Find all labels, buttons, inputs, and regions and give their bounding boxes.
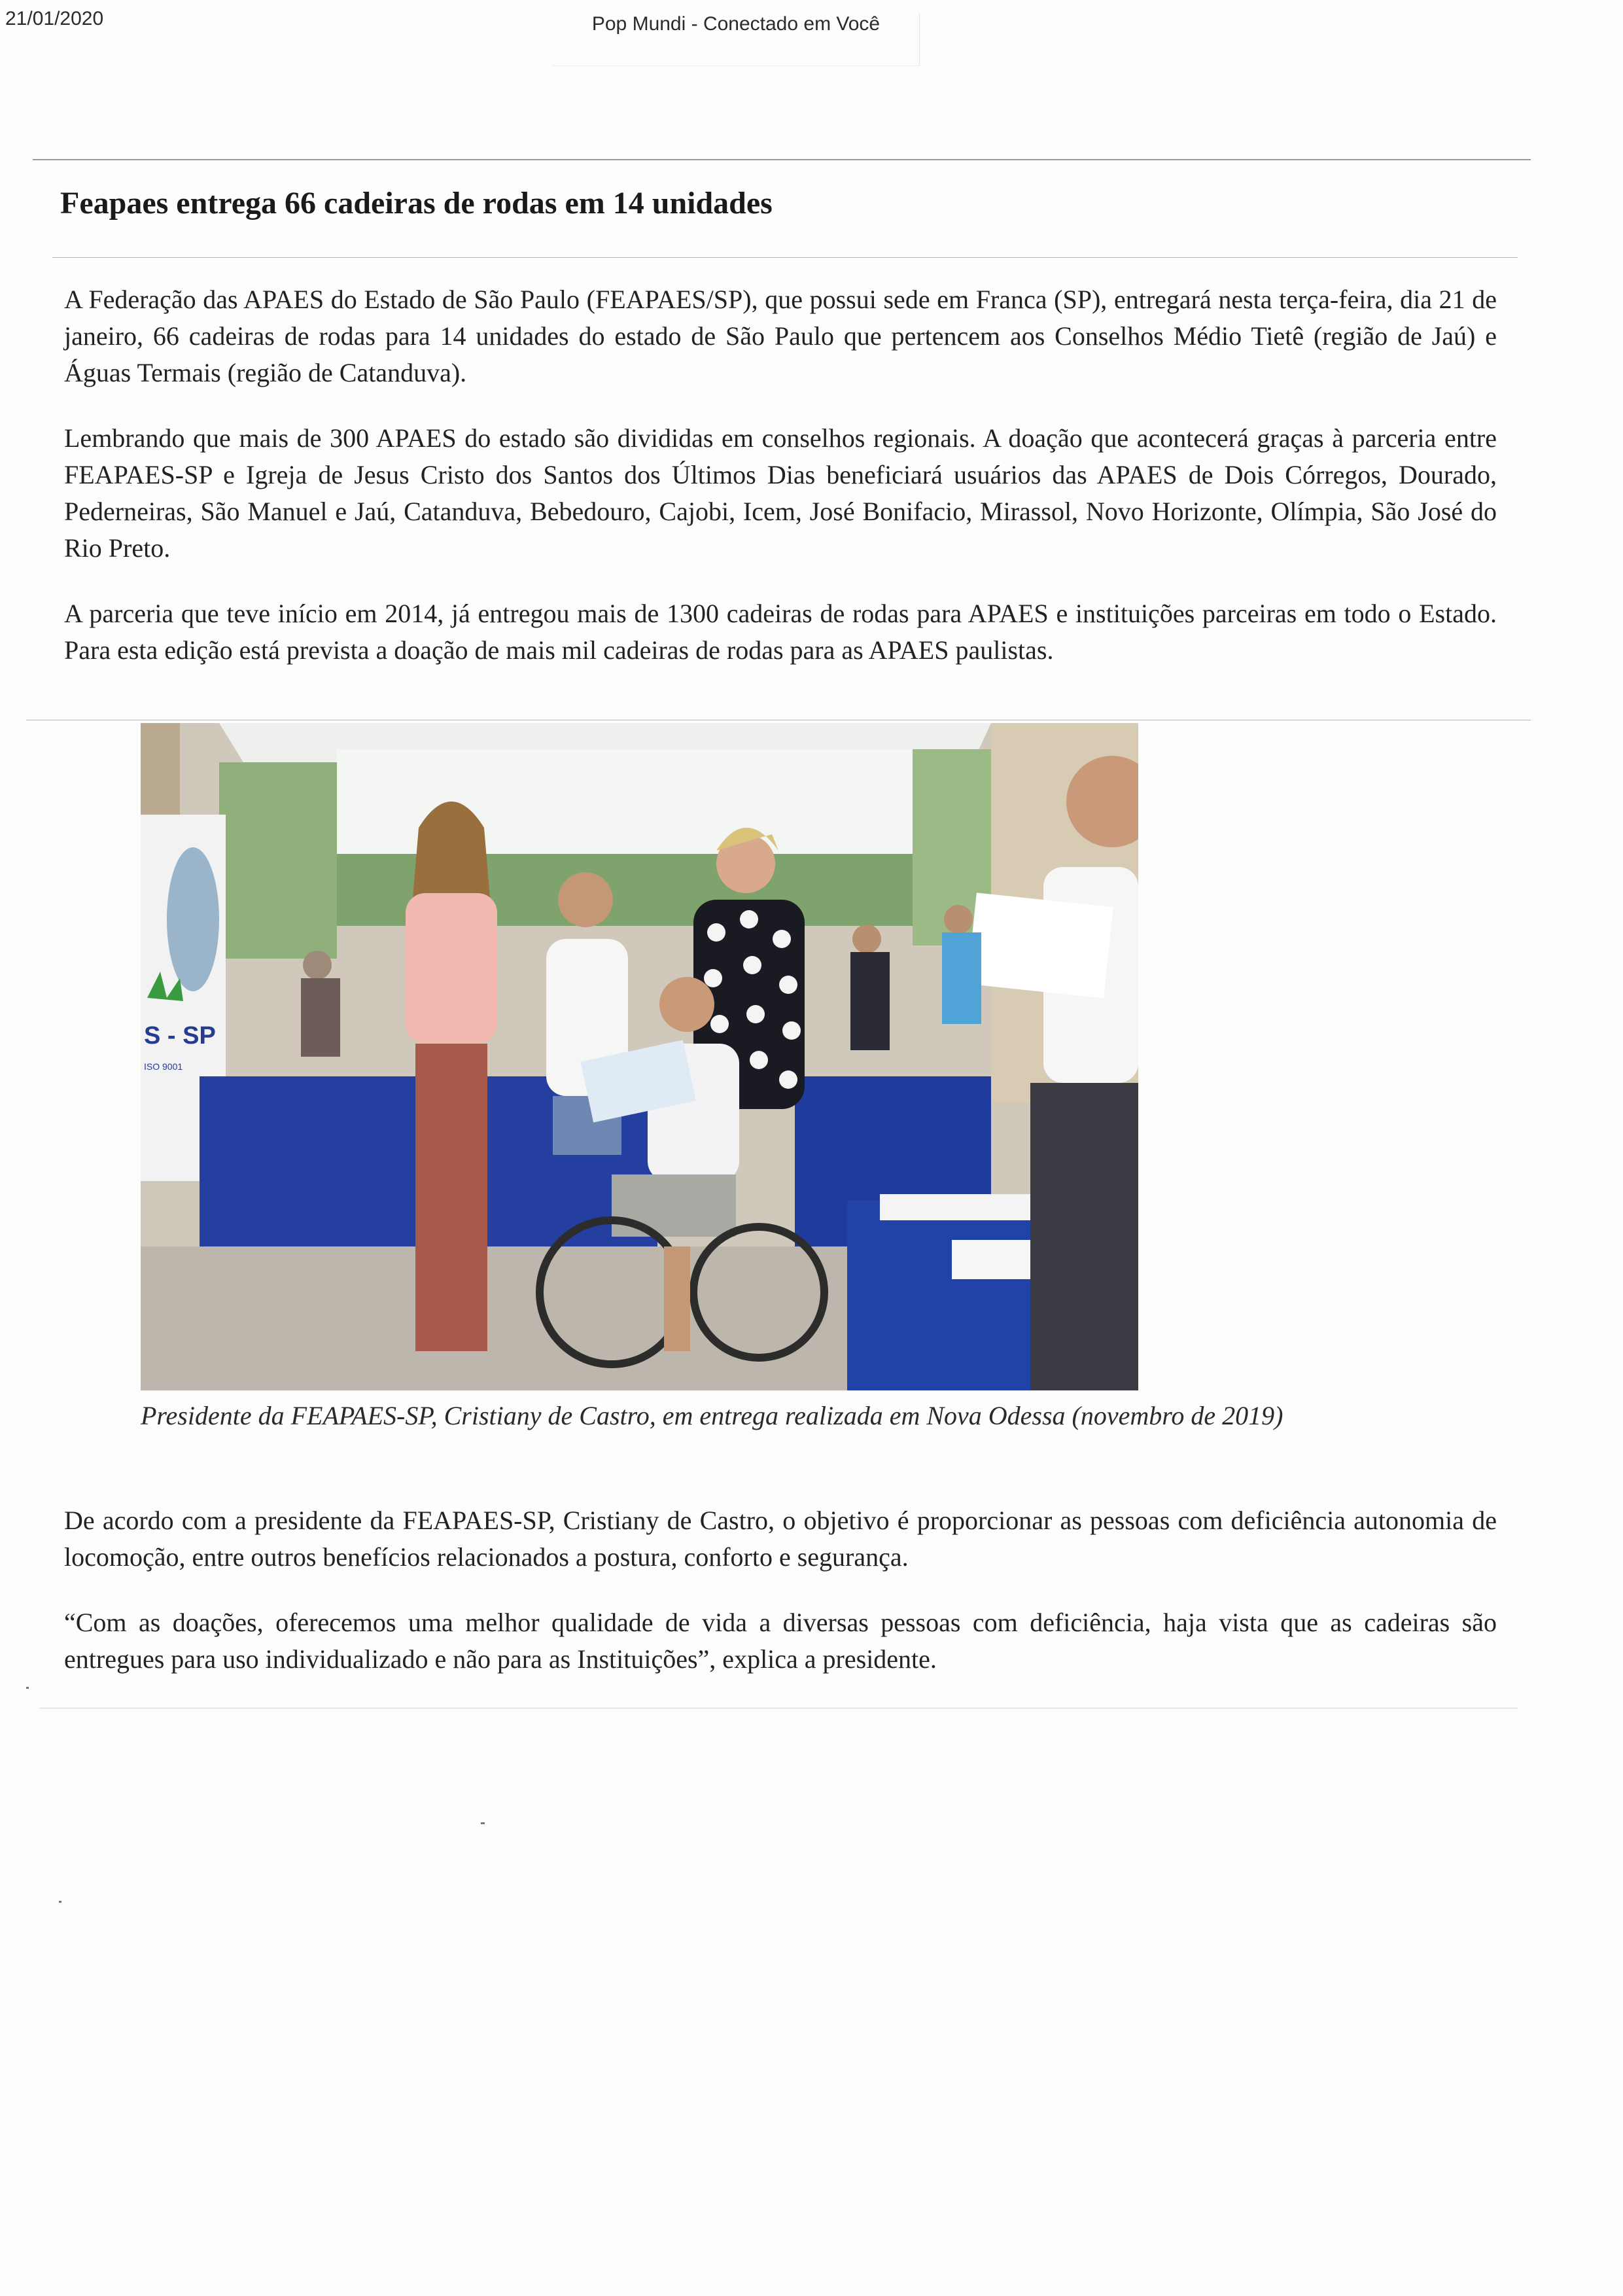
photo-illustration bbox=[141, 723, 1138, 1390]
photo-caption: Presidente da FEAPAES-SP, Cristiany de Castro, em entrega realizada em Nova Odessa (novembro de 2019) bbox=[141, 1401, 1283, 1430]
paragraph-1: A Federação das APAES do Estado de São Paulo (FEAPAES/SP), que possui sede em Franca (SP), entregará nesta terça-feira, dia 21 de janeiro, 66 cadeiras de rodas para 14 unidades do estado de São Paulo que pertencem aos Conselhos Médio Tietê (região de Jaú) e Águas Termais (região de Catanduva). bbox=[64, 285, 1497, 387]
scan-speck bbox=[26, 1687, 29, 1689]
scan-speck bbox=[481, 1822, 485, 1824]
paragraph-5: “Com as doações, oferecemos uma melhor qualidade de vida a diversas pessoas com deficiência, haja vista que as cadeiras são entregues para uso individualizado e não para as Instituições”, explica a presidente. bbox=[64, 1608, 1497, 1674]
site-name: Pop Mundi - Conectado em Você bbox=[553, 13, 920, 66]
divider-top bbox=[33, 159, 1531, 160]
scan-speck bbox=[59, 1901, 61, 1903]
paragraph-4: De acordo com a presidente da FEAPAES-SP, Cristiany de Castro, o objetivo é proporcionar as pessoas com deficiência autonomia de locomoção, entre outros benefícios relacionados a postura, conforto e segurança. bbox=[64, 1506, 1497, 1572]
print-date: 21/01/2020 bbox=[5, 8, 104, 29]
divider-under-title bbox=[52, 257, 1518, 258]
event-photo bbox=[141, 723, 1138, 1390]
paragraph-3: A parceria que teve início em 2014, já entregou mais de 1300 cadeiras de rodas para APAES e instituições parceiras em todo o Estado. Para esta edição está prevista a doação de mais mil cadeiras de rodas para as APAES paulistas. bbox=[64, 599, 1497, 665]
paragraph-2: Lembrando que mais de 300 APAES do estado são divididas em conselhos regionais. A doação que acontecerá graças à parceria entre FEAPAES-SP e Igreja de Jesus Cristo dos Santos dos Últimos Dias beneficiará usuários das APAES de Dois Córregos, Dourado, Pederneiras, São Manuel e Jaú, Catanduva, Bebedouro, Cajobi, Icem, José Bonifacio, Mirassol, Novo Horizonte, Olímpia, São José do Rio Preto. bbox=[64, 423, 1497, 563]
banner-subtext: ISO 9001 bbox=[144, 1061, 183, 1072]
article-title: Feapaes entrega 66 cadeiras de rodas em 14 unidades bbox=[60, 186, 773, 221]
banner-text: S - SP bbox=[144, 1022, 216, 1050]
